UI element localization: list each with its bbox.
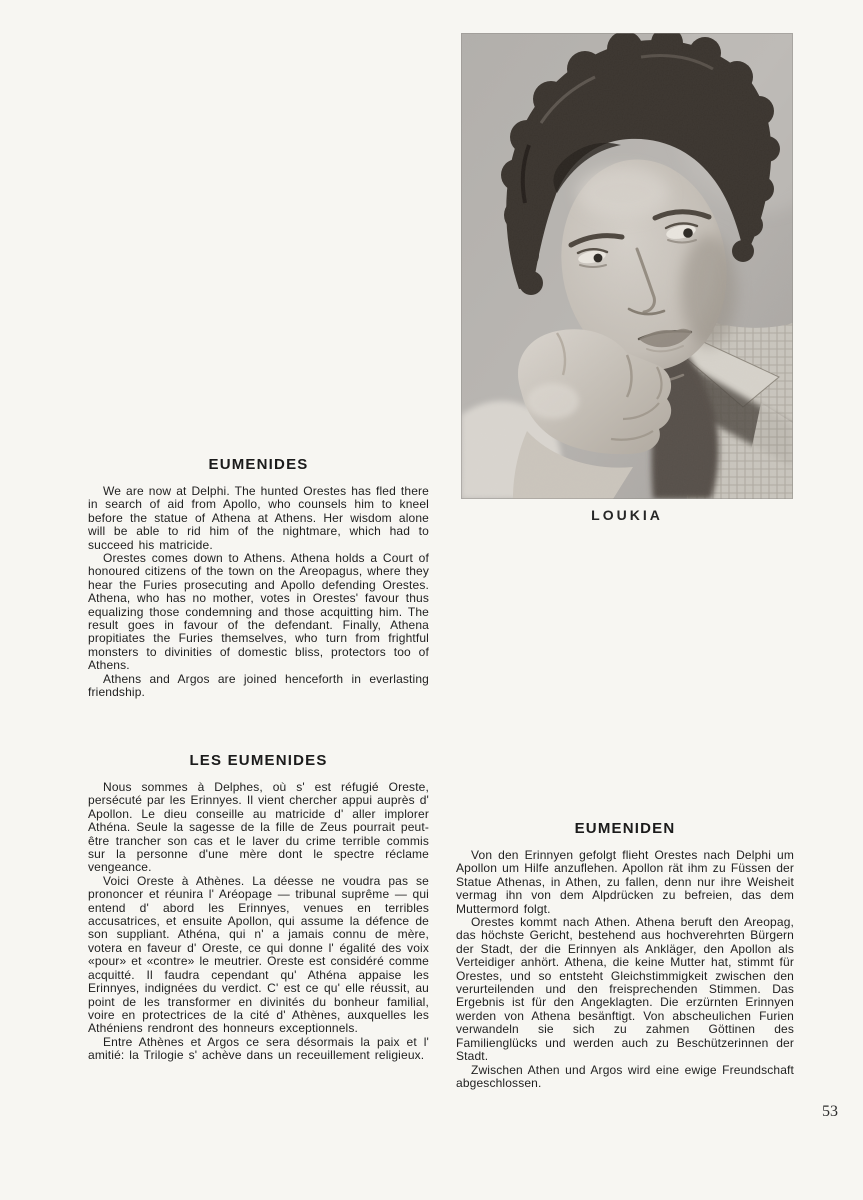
paragraph: Von den Erinnyen gefolgt flieht Orestes nach Delphi um Apollon um Hilfe anzuflehen. Apollon rät ihm zu Füssen der Statue Athenas, in Athen, zu fallen, denn nur ihre Weisheit vermag ihn von dem Alpdrücken zu befreien, das dem Muttermord folgt. — [456, 848, 794, 916]
paragraph: Entre Athènes et Argos ce sera désormais la paix et l' amitié: la Trilogie s' achève dans un receuillement religieux. — [88, 1034, 429, 1063]
photo-grain — [461, 33, 793, 499]
section-title-french: LES EUMENIDES — [189, 752, 328, 769]
paragraph: We are now at Delphi. The hunted Orestes has fled there in search of aid from Apollo, who counsels him to kneel before the statue of Athena at Athens. Her wisdom alone will be able to rid him of the nightmare, which had to succeed his matricide. — [88, 484, 429, 552]
paragraph: Orestes comes down to Athens. Athena holds a Court of honoured citizens of the town on the Areopagus, where they hear the Furies prosecuting and Apollo defending Orestes. Athena, who has no mother, votes in Orestes' favour thus equalizing those condemning and those acquitting him. The result goes in favour of the defendant. Finally, Athena propitiates the Furies themselves, who turn from frightful monsters to divinities of domestic bliss, protectors too of Athens. — [88, 551, 429, 673]
section-french — [88, 752, 429, 1063]
paragraph: Nous sommes à Delphes, où s' est réfugié Oreste, persécuté par les Erinnyes. Il vient chercher appui auprès d' Apollon. Le dieu conseille au matricide d' aller implorer Athéna. Seule la sagesse de la fille de Zeus pourrait peut-être trancher son cas et le laver du crime terrible commis sur la personne d'une mère dont le spectre réclame vengeance. — [88, 780, 429, 875]
section-german — [456, 820, 794, 1090]
section-english — [88, 456, 429, 700]
portrait-photo — [461, 33, 793, 499]
paragraph: Orestes kommt nach Athen. Athena beruft den Areopag, das höchste Gericht, bestehend aus hochverehrten Bürgern der Stadt, der die Erinnyen als Ankläger, den Apollon als Verteidiger anhört. Athena, die keine Mutter hat, stimmt für Orestes, und so entsteht Gleichstimmigkeit zwischen den verurteilenden und den freisprechenden Stimmen. Das Ergebnis ist für den Angeklagten. Die erzürnten Erinnyen werden von Athena besänftigt. Von abscheulichen Furien verwandeln sie sich zu zahmen Göttinen des Familienglücks und werden auch zu Beschützerinnen der Stadt. — [456, 915, 794, 1064]
section-title-english: EUMENIDES — [208, 456, 309, 473]
paragraph: Voici Oreste à Athènes. La déesse ne voudra pas se prononcer et réunira l' Aréopage — tribunal suprême — qui entend d' abord les Erinnyes, venues en terribles accusatrices, et ensuite Apollon, qui assume la défence de son suppliant. Athéna, qui n' a jamais connu de mère, votera en faveur d' Oreste, ce qui donne l' égalité des voix «pour» et «contre» le meutrier. Oreste est considéré comme acquitté. Il faudra cependant qu' Athéna appaise les Erinnyes, indignées du verdict. C' est ce qu' elle réussit, au point de les transformer en divinités du bonheur familial, voire en protectrices de la cité d' Athènes, auxquelles les Athéniens rendront des honneurs exceptionnels. — [88, 873, 429, 1036]
section-title-german: EUMENIDEN — [574, 820, 676, 837]
page-number: 53 — [822, 1103, 838, 1120]
paragraph: Zwischen Athen und Argos wird eine ewige Freundschaft abgeschlossen. — [456, 1062, 794, 1090]
photo-caption: LOUKIA — [591, 507, 663, 523]
portrait-photo-illustration — [461, 33, 793, 499]
paragraph: Athens and Argos are joined henceforth in everlasting friendship. — [88, 671, 429, 700]
